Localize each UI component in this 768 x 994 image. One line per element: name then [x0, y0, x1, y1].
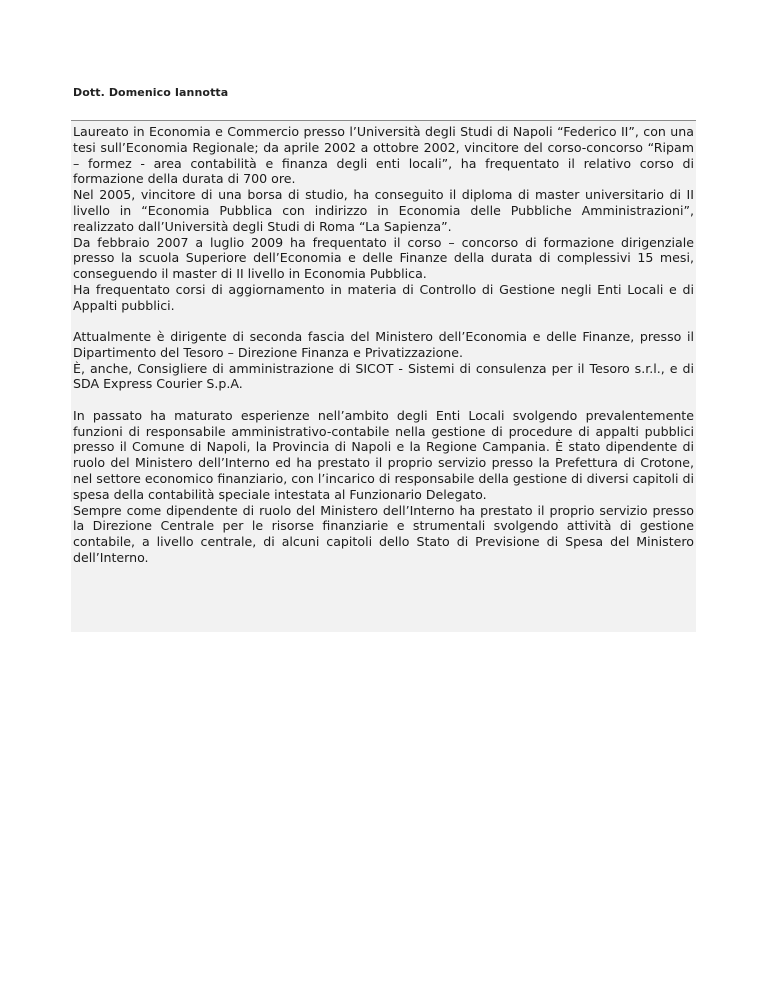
bio-paragraph-aggiornamento: Ha frequentato corsi di aggiornamento in materia di Controllo di Gestione negli Enti Locali e di Appalti pubblici. [73, 281, 694, 313]
bio-paragraph-attuale: Attualmente è dirigente di seconda fascia del Ministero dell’Economia e delle Finanze, presso il Dipartimento del Tesoro – Direzione Finanza e Privatizzazione. [73, 329, 694, 360]
author-name: Dott. Domenico Iannotta [73, 86, 229, 99]
bio-paragraph-direzione-centrale: Sempre come dipendente di ruolo del Ministero dell’Interno ha prestato il proprio servizio presso la Direzione Centrale per le risorse finanziarie e strumentali svolgendo attività di gestione contabile, a livello centrale, di alcuni capitoli dello Stato di Previsione di Spesa del Ministero dell’Interno. [73, 502, 694, 565]
bio-paragraph-master: Nel 2005, vincitore di una borsa di studio, ha conseguito il diploma di master universitario di II livello in “Economia Pubblica con indirizzo in Economia delle Pubbliche Amministrazioni”, realizzato dall’Università degli Studi di Roma “La Sapienza”. [73, 187, 694, 234]
bio-paragraph-consigliere: È, anche, Consigliere di amministrazione di SICOT - Sistemi di consulenza per il Tesoro s.r.l., e di SDA Express Courier S.p.A. [73, 360, 694, 392]
paragraph-spacer [73, 314, 694, 330]
bio-panel [71, 120, 696, 632]
bio-paragraph-corso-dirigenziale: Da febbraio 2007 a luglio 2009 ha frequentato il corso – concorso di formazione dirigenziale presso la scuola Superiore dell’Economia e delle Finanze della durata di complessivi 15 mesi, conseguendo il master di II livello in Economia Pubblica. [73, 234, 694, 282]
bio-paragraph-esperienze: In passato ha maturato esperienze nell’ambito degli Enti Locali svolgendo prevalentemente funzioni di responsabile amministrativo-contabile nella gestione di procedure di appalti pubblici presso il Comune di Napoli, la Provincia di Napoli e la Regione Campania. È stato dipendente di ruolo del Ministero dell’Interno ed ha prestato il proprio servizio presso la Prefettura di Crotone, nel settore economico finanziario, con l’incarico di responsabile della gestione di diversi capitoli di spesa della contabilità speciale intestata al Funzionario Delegato. [73, 407, 694, 502]
bio-paragraph-laurea: Laureato in Economia e Commercio presso l’Università degli Studi di Napoli “Federico II”, con una tesi sull’Economia Regionale; da aprile 2002 a ottobre 2002, vincitore del corso-concorso “Ripam – formez - area contabilità e finanza degli enti locali”, ha frequentato il relativo corso di formazione della durata di 700 ore. [73, 124, 694, 187]
paragraph-spacer [73, 392, 694, 408]
